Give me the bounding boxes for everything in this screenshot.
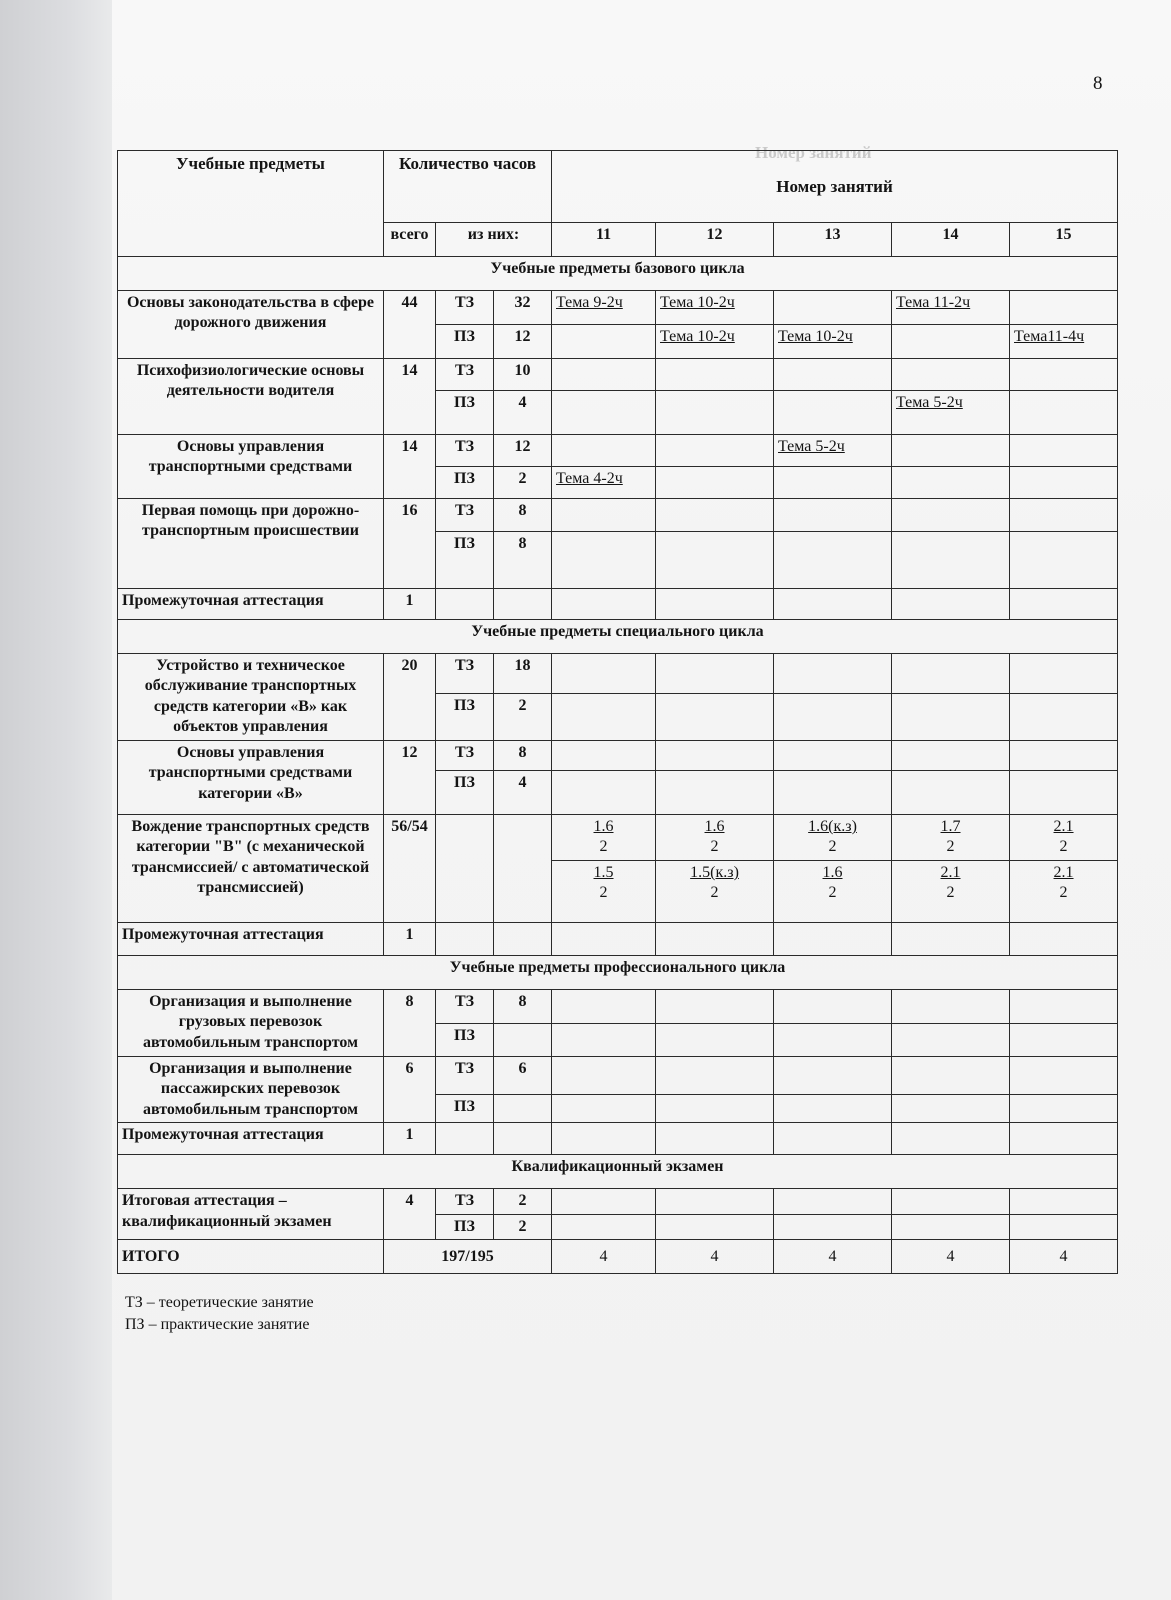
pz-hours: 2: [494, 467, 552, 499]
type-tz: ТЗ: [436, 741, 494, 771]
header-total: всего: [384, 223, 436, 257]
binder-spine: [0, 0, 112, 1600]
section-professional: Учебные предметы профессионального цикла: [118, 955, 1118, 989]
type-tz: ТЗ: [436, 435, 494, 467]
subject-laws: Основы законодательства в сфере дорожного движения: [118, 291, 384, 359]
itogo-total: 197/195: [384, 1240, 552, 1274]
subject-cargo: Организация и выполнение грузовых перевозок автомобильным транспортом: [118, 989, 384, 1056]
driving-cell: 1.5(к.з) 2: [656, 860, 774, 922]
type-tz: ТЗ: [436, 989, 494, 1023]
subject-interim: Промежуточная аттестация: [118, 922, 384, 955]
subject-control-b: Основы управления транспортными средствами категории «В»: [118, 741, 384, 815]
itogo-value: 4: [1010, 1240, 1118, 1274]
total-hours: 14: [384, 359, 436, 435]
itogo-value: 4: [774, 1240, 892, 1274]
subject-device: Устройство и техническое обслуживание транспортных средств категории «В» как объектов управления: [118, 654, 384, 741]
subject-firstaid: Первая помощь при дорожно-транспортным происшествии: [118, 499, 384, 589]
topic-cell: Тема 10-2ч: [656, 325, 774, 359]
page-number: 8: [1093, 73, 1103, 94]
subject-interim: Промежуточная аттестация: [118, 1123, 384, 1155]
total-hours: 1: [384, 1123, 436, 1155]
total-hours: 1: [384, 922, 436, 955]
topic-cell: Тема 10-2ч: [774, 325, 892, 359]
subject-driving: Вождение транспортных средств категории "В" (с механической трансмиссией/ с автоматической трансмиссией): [118, 815, 384, 923]
header-lessons: Номер занятий: [552, 151, 1118, 223]
itogo-value: 4: [656, 1240, 774, 1274]
type-tz: ТЗ: [436, 359, 494, 391]
subject-psycho: Психофизиологические основы деятельности водителя: [118, 359, 384, 435]
driving-cell: 1.7 2: [892, 815, 1010, 861]
type-pz: ПЗ: [436, 532, 494, 589]
driving-cell: 1.6 2: [656, 815, 774, 861]
schedule-table: [117, 150, 1118, 1274]
subject-final: Итоговая аттестация – квалификационный экзамен: [118, 1189, 384, 1240]
total-hours: 20: [384, 654, 436, 741]
driving-cell: 1.6(к.з) 2: [774, 815, 892, 861]
pz-hours: 2: [494, 694, 552, 741]
topic-cell: [892, 325, 1010, 359]
tz-hours: 32: [494, 291, 552, 325]
subject-passenger: Организация и выполнение пассажирских перевозок автомобильным транспортом: [118, 1056, 384, 1122]
topic-cell: Тема11-4ч: [1010, 325, 1118, 359]
driving-cell: 2.1 2: [892, 860, 1010, 922]
legend-pz: ПЗ – практические занятие: [125, 1316, 310, 1333]
driving-cell: 2.1 2: [1010, 860, 1118, 922]
type-pz: ПЗ: [436, 325, 494, 359]
topic-cell: [552, 325, 656, 359]
total-hours: 4: [384, 1189, 436, 1240]
lesson-number: 13: [774, 223, 892, 257]
pz-hours: 4: [494, 771, 552, 815]
topic-cell: [774, 291, 892, 325]
total-hours: 16: [384, 499, 436, 589]
topic-cell: Тема 4-2ч: [552, 467, 656, 499]
type-tz: ТЗ: [436, 499, 494, 532]
total-hours: 12: [384, 741, 436, 815]
legend: [125, 1292, 314, 1336]
total-hours: 8: [384, 989, 436, 1056]
total-hours: 14: [384, 435, 436, 499]
topic-cell: Тема 9-2ч: [552, 291, 656, 325]
total-hours: 6: [384, 1056, 436, 1122]
type-tz: ТЗ: [436, 291, 494, 325]
tz-hours: 6: [494, 1056, 552, 1094]
pz-hours: 2: [494, 1214, 552, 1239]
header-of-which: из них:: [436, 223, 552, 257]
tz-hours: 8: [494, 741, 552, 771]
section-qualification: Квалификационный экзамен: [118, 1155, 1118, 1189]
topic-cell: Тема 11-2ч: [892, 291, 1010, 325]
topic-cell: Тема 5-2ч: [774, 435, 892, 467]
lesson-number: 15: [1010, 223, 1118, 257]
tz-hours: 8: [494, 499, 552, 532]
itogo-label: ИТОГО: [118, 1240, 384, 1274]
tz-hours: 8: [494, 989, 552, 1023]
tz-hours: 12: [494, 435, 552, 467]
type-pz: ПЗ: [436, 771, 494, 815]
header-subjects: Учебные предметы: [118, 151, 384, 257]
pz-hours: 12: [494, 325, 552, 359]
tz-hours: 18: [494, 654, 552, 694]
subject-interim: Промежуточная аттестация: [118, 589, 384, 620]
pz-hours: 8: [494, 532, 552, 589]
type-pz: ПЗ: [436, 1214, 494, 1239]
total-hours: 1: [384, 589, 436, 620]
type-pz: ПЗ: [436, 694, 494, 741]
tz-hours: 10: [494, 359, 552, 391]
type-pz: ПЗ: [436, 1023, 494, 1056]
driving-cell: 2.1 2: [1010, 815, 1118, 861]
section-special: Учебные предметы специального цикла: [118, 620, 1118, 654]
section-basic: Учебные предметы базового цикла: [118, 257, 1118, 291]
topic-cell: Тема 5-2ч: [892, 391, 1010, 435]
driving-cell: 1.6 2: [552, 815, 656, 861]
lesson-number: 11: [552, 223, 656, 257]
type-pz: ПЗ: [436, 467, 494, 499]
pz-hours: 4: [494, 391, 552, 435]
type-tz: ТЗ: [436, 654, 494, 694]
total-hours: 44: [384, 291, 436, 359]
header-hours: Количество часов: [384, 151, 552, 223]
total-hours: 56/54: [384, 815, 436, 923]
subject-control: Основы управления транспортными средствами: [118, 435, 384, 499]
lesson-number: 14: [892, 223, 1010, 257]
driving-cell: 1.5 2: [552, 860, 656, 922]
topic-cell: [1010, 291, 1118, 325]
driving-cell: 1.6 2: [774, 860, 892, 922]
type-tz: ТЗ: [436, 1056, 494, 1094]
itogo-value: 4: [892, 1240, 1010, 1274]
lesson-number: 12: [656, 223, 774, 257]
type-pz: ПЗ: [436, 1095, 494, 1123]
legend-tz: ТЗ – теоретические занятие: [125, 1294, 314, 1311]
tz-hours: 2: [494, 1189, 552, 1214]
type-tz: ТЗ: [436, 1189, 494, 1214]
topic-cell: Тема 10-2ч: [656, 291, 774, 325]
itogo-value: 4: [552, 1240, 656, 1274]
show-through-text: Номер занятий: [755, 143, 872, 162]
type-pz: ПЗ: [436, 391, 494, 435]
